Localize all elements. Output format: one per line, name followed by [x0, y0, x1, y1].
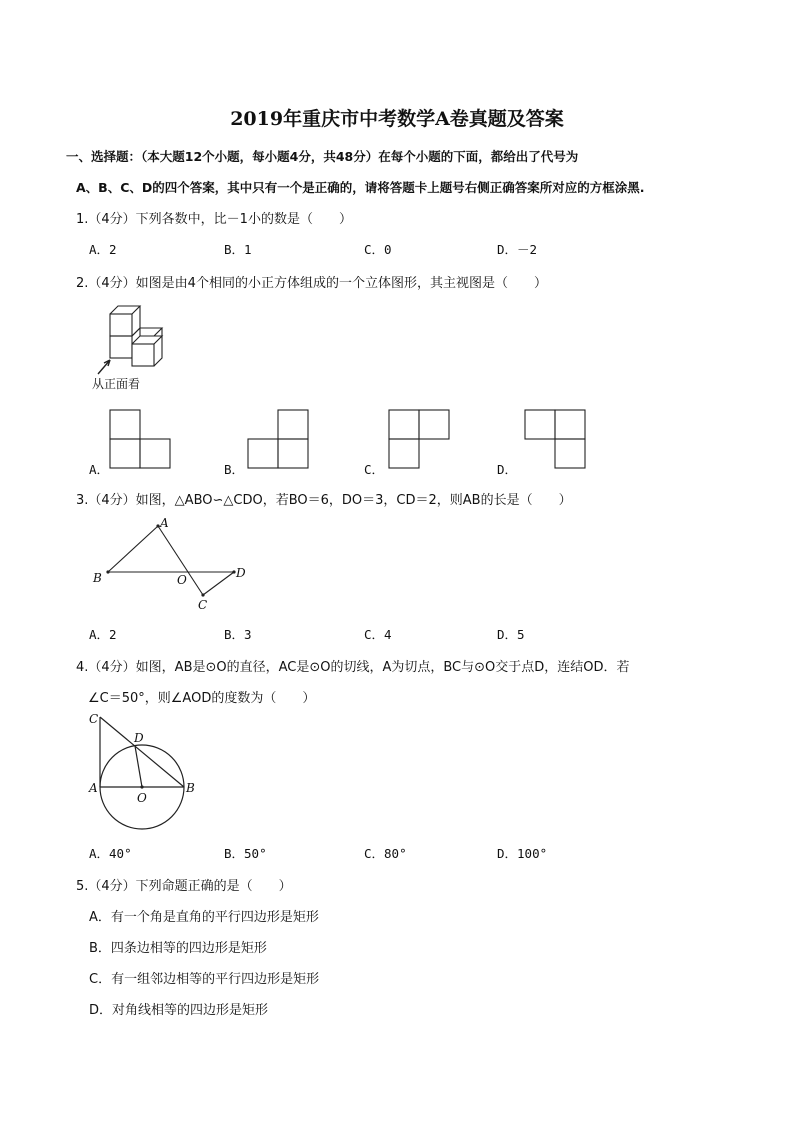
question-1-stem: 1.（4分）下列各数中，比－1小的数是（ ）	[76, 212, 352, 227]
point-label-b: B	[186, 781, 195, 795]
question-1-option-c: C．0	[364, 242, 392, 257]
question-2-option-a: A．	[89, 462, 110, 477]
question-1-option-b: B．1	[224, 242, 252, 257]
question-2-stem: 2.（4分）如图是由4个相同的小正方体组成的一个立体图形，其主视图是（ ）	[76, 276, 547, 291]
section-instructions-line2: A、B、C、D的四个答案，其中只有一个是正确的，请将答题卡上题号右侧正确答案所对应的方框涂黑.	[76, 180, 645, 195]
question-3-stem: 3.（4分）如图，△ABO∽△CDO，若BO＝6，DO＝3，CD＝2，则AB的长是（ ）	[76, 493, 572, 508]
question-3-option-c: C．4	[364, 627, 392, 642]
question-1-option-d: D．－2	[497, 242, 538, 257]
question-5-option-a: A．有一个角是直角的平行四边形是矩形	[89, 910, 319, 925]
question-4-stem-line1: 4.（4分）如图，AB是⊙O的直径，AC是⊙O的切线，A为切点，BC与⊙O交于点D，连结OD．若	[76, 660, 630, 675]
question-5-option-d: D．对角线相等的四边形是矩形	[89, 1003, 269, 1018]
point-label-d: D	[236, 566, 246, 580]
question-2-view-a	[108, 408, 172, 470]
question-4-option-b: B．50°	[224, 846, 267, 861]
question-3-triangle-figure	[88, 514, 258, 614]
page-title: 2019年重庆市中考数学A卷真题及答案	[230, 108, 564, 130]
point-label-c: C	[89, 712, 99, 726]
point-label-o: O	[137, 791, 147, 805]
point-label-b: B	[93, 571, 102, 585]
question-5-stem: 5.（4分）下列命题正确的是（ ）	[76, 879, 292, 894]
question-2-view-d	[523, 408, 587, 470]
question-1-option-a: A．2	[89, 242, 117, 257]
question-3-option-a: A．2	[89, 627, 117, 642]
question-3-option-d: D．5	[497, 627, 525, 642]
point-label-a: A	[160, 516, 169, 530]
question-2-caption: 从正面看	[92, 377, 141, 391]
point-label-c: C	[198, 598, 208, 612]
question-5-option-c: C．有一组邻边相等的平行四边形是矩形	[89, 972, 320, 987]
question-4-option-a: A．40°	[89, 846, 132, 861]
question-4-stem-line2: ∠C＝50°，则∠AOD的度数为（ ）	[88, 691, 316, 706]
question-2-option-d: D．	[497, 462, 518, 477]
point-label-a: A	[89, 781, 98, 795]
section-instructions-line1: 一、选择题：（本大题12个小题，每小题4分，共48分）在每个小题的下面，都给出了代号为	[66, 149, 579, 164]
question-4-circle-figure	[86, 708, 206, 828]
question-4-option-c: C．80°	[364, 846, 407, 861]
point-label-o: O	[177, 573, 187, 587]
question-3-option-b: B．3	[224, 627, 252, 642]
question-2-view-c	[387, 408, 451, 470]
question-2-option-b: B．	[224, 462, 245, 477]
question-2-option-c: C．	[364, 462, 385, 477]
question-5-option-b: B．四条边相等的四边形是矩形	[89, 941, 267, 956]
question-4-option-d: D．100°	[497, 846, 548, 861]
question-2-view-b	[246, 408, 310, 470]
point-label-d: D	[134, 731, 144, 745]
